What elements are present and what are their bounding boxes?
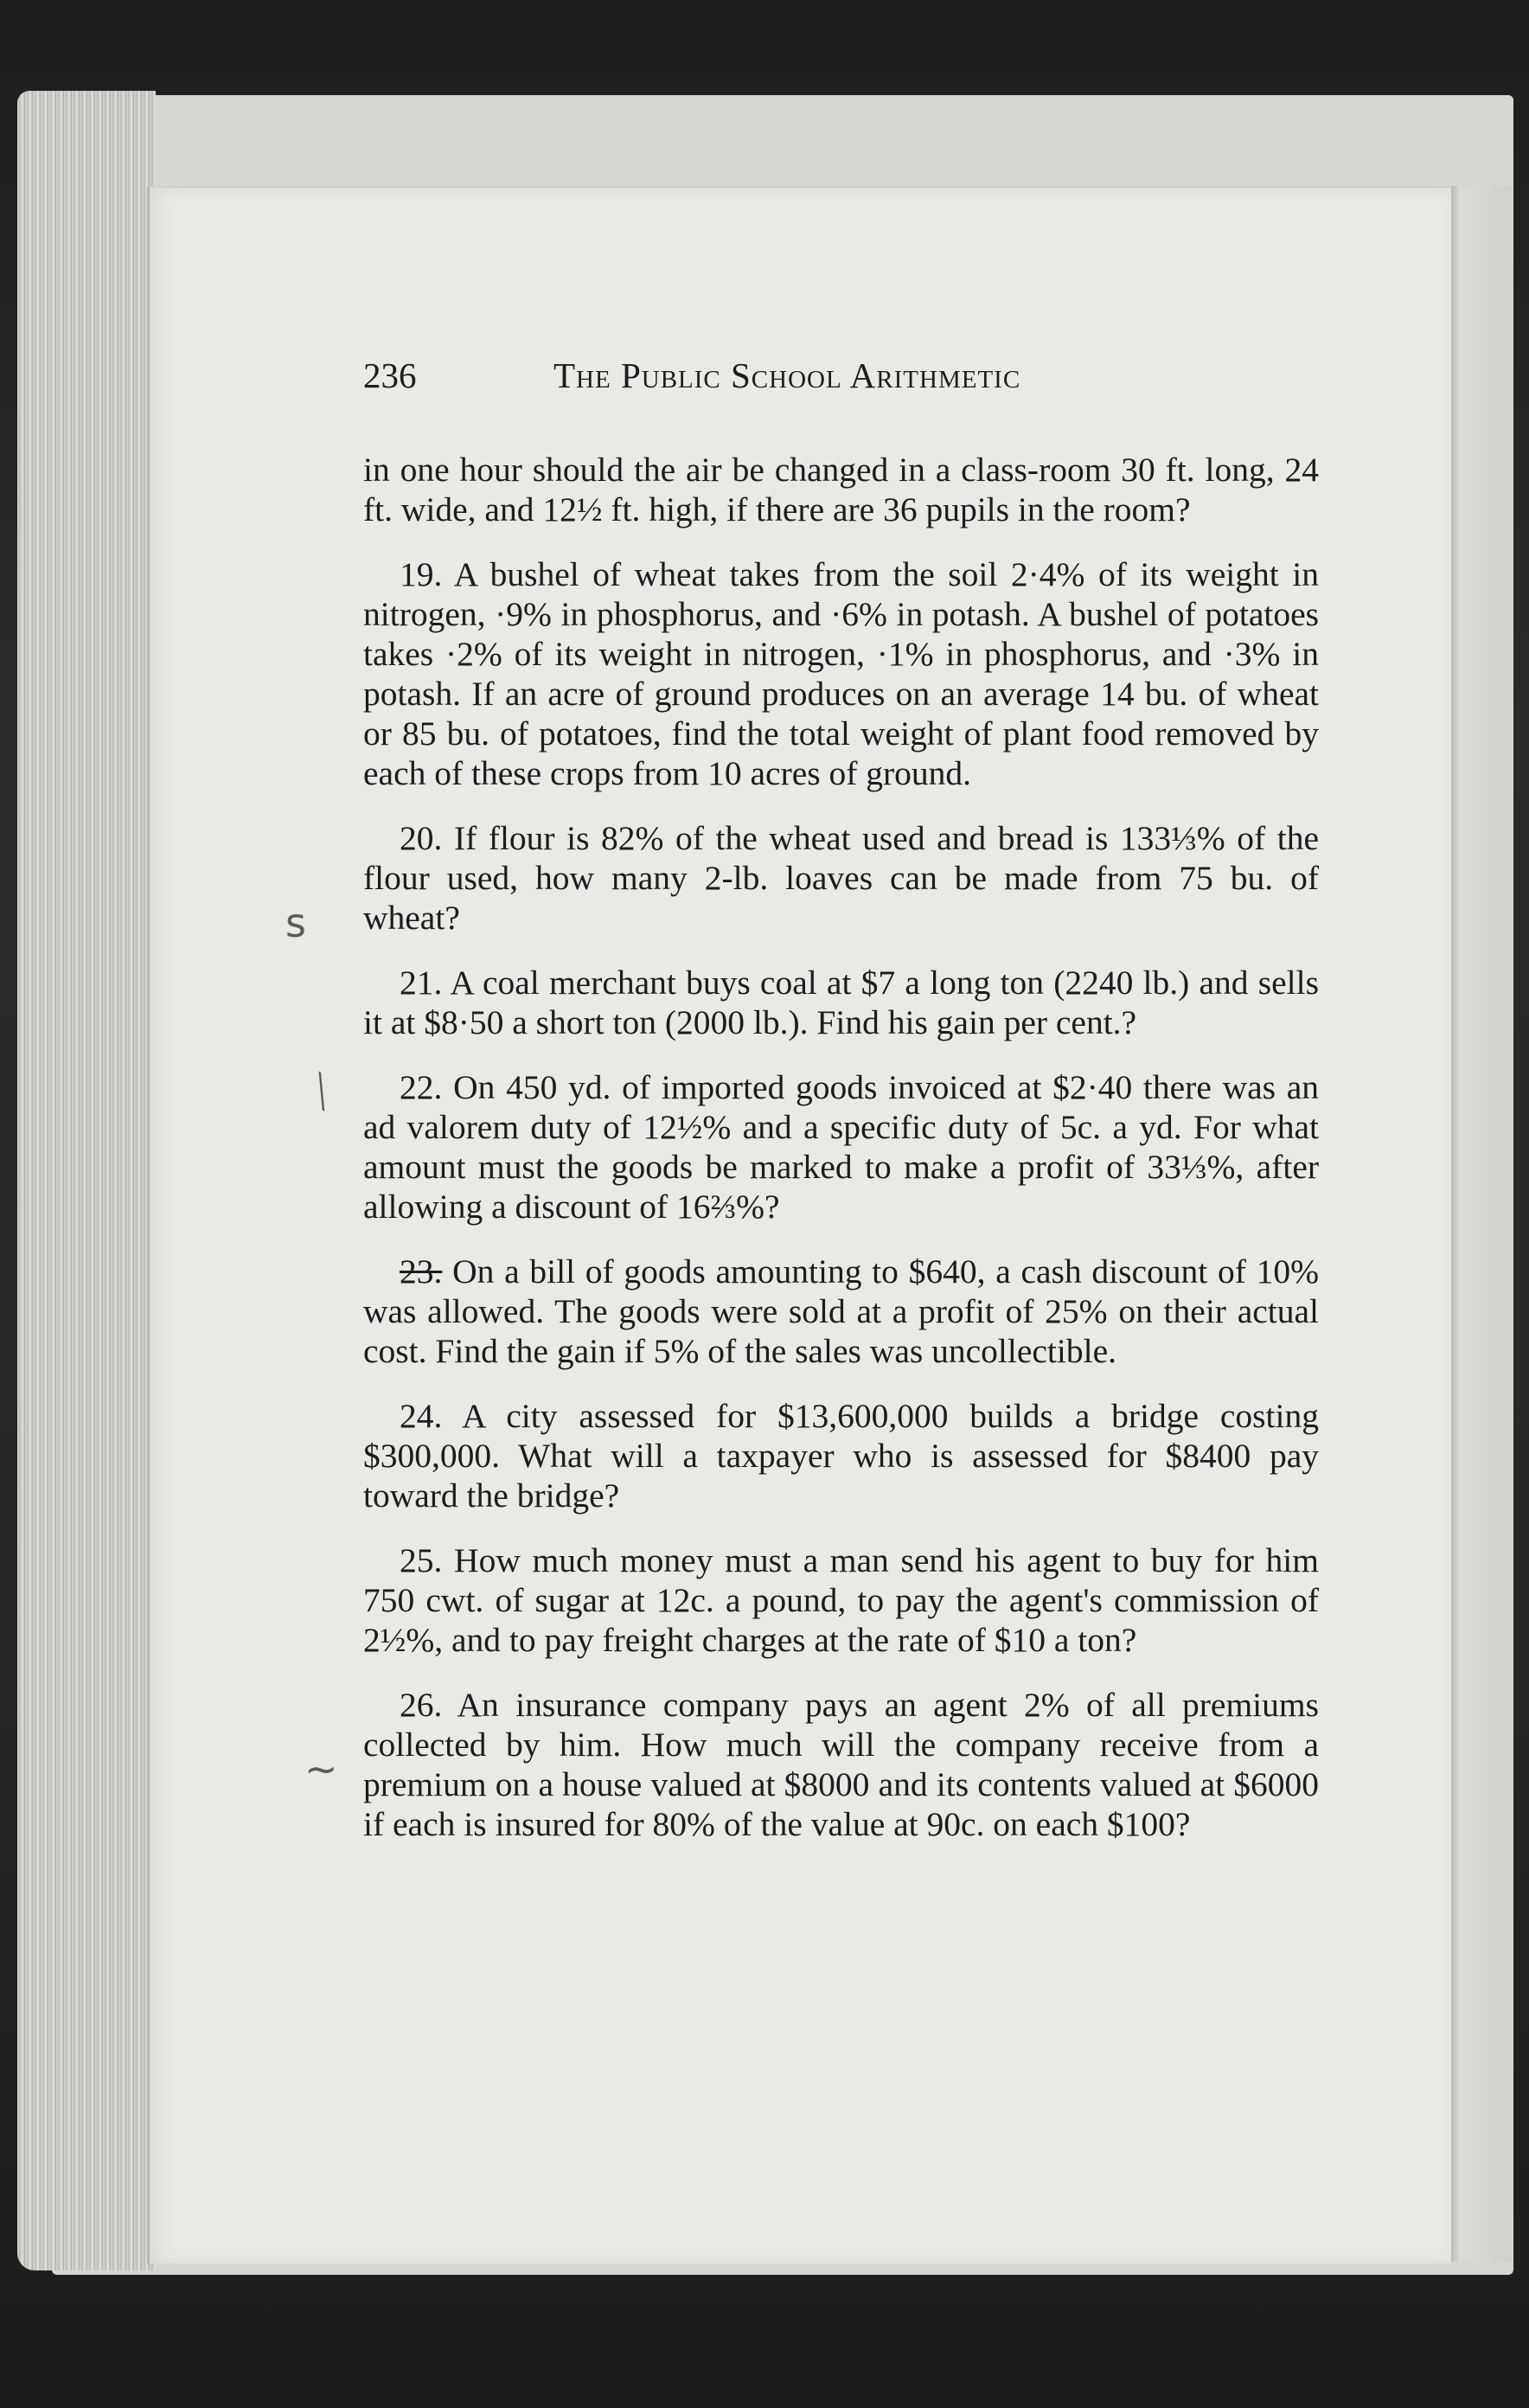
- problem-23: [363, 1252, 1319, 1371]
- problem-text-25: How much money must a man send his agent to buy for him 750 cwt. of sugar at 12c. a pound, to pay the agent's commission of 2½%, and to pay freight charges at the rate of $10 a ton?: [363, 1541, 1319, 1659]
- problem-number: 26.: [400, 1686, 443, 1724]
- paragraph-text: in one hour should the air be changed in a class-room 30 ft. long, 24 ft. wide, and 12½ ft. high, if there are 36 pupils in the room?: [363, 451, 1319, 528]
- page-number: 236: [363, 355, 417, 395]
- problem-25: [363, 1540, 1319, 1660]
- problem-number: 22.: [400, 1068, 443, 1106]
- problem-text-23: On a bill of goods amounting to $640, a cash discount of 10% was allowed. The goods were sold at a profit of 25% on their actual cost. Find the gain if 5% of the sales was uncollectible.: [363, 1252, 1319, 1370]
- facing-page-edge: [1451, 186, 1512, 2262]
- problem-text-19: A bushel of wheat takes from the soil 2·4% of its weight in nitrogen, ·9% in phosphorus, and ·6% in potash. A bushel of potatoes takes ·2% of its weight in nitrogen, ·1% in phosphorus, and ·3% in potash. If an acre of ground produces on an average 14 bu. of wheat or 85 bu. of potatoes, find the total weight of plant food removed by each of these crops from 10 acres of ground.: [363, 555, 1319, 792]
- problem-number: 23.: [400, 1252, 443, 1290]
- pencil-mark-25: ~: [304, 1745, 338, 1792]
- page-content: [216, 355, 1319, 1843]
- problem-number: 25.: [400, 1541, 443, 1579]
- running-head: [216, 355, 1319, 415]
- problem-20: [363, 818, 1319, 938]
- problem-text-26: An insurance company pays an agent 2% of all premiums collected by him. How much will the company receive from a premium on a house valued at $8000 and its contents valued at $6000 if each is insured for 80% of the value at 90c. on each $100?: [363, 1686, 1319, 1843]
- problem-24: [363, 1396, 1319, 1515]
- problem-22: [363, 1067, 1319, 1226]
- problem-number: 21.: [400, 964, 443, 1002]
- problem-text-21: A coal merchant buys coal at $7 a long ton (2240 lb.) and sells it at $8·50 a short ton (2000 lb.). Find his gain per cent.?: [363, 964, 1319, 1041]
- problem-19: [363, 554, 1319, 793]
- paragraph-continued: [363, 450, 1319, 529]
- running-title: The Public School Arithmetic: [553, 355, 1021, 395]
- page-stack-edge: [17, 91, 156, 2270]
- pencil-mark-20: ꜱ: [285, 900, 306, 946]
- problem-number: 19.: [400, 555, 443, 593]
- pencil-mark-21: ⟍: [296, 1064, 347, 1119]
- problem-21: [363, 963, 1319, 1042]
- problem-text-22: On 450 yd. of imported goods invoiced at $2·40 there was an ad valorem duty of 12½% and a specific duty of 5c. a yd. For what amount must the goods be marked to make a profit of 33⅓%, after allowing a discount of 16⅔%?: [363, 1068, 1319, 1226]
- problem-text-24: A city assessed for $13,600,000 builds a bridge costing $300,000. What will a taxpayer who is assessed for $8400 pay toward the bridge?: [363, 1397, 1319, 1515]
- problem-number: 24.: [400, 1397, 443, 1435]
- problem-text: [363, 450, 1319, 1869]
- problem-number: 20.: [400, 819, 443, 857]
- problem-26: [363, 1685, 1319, 1844]
- problem-text-20: If flour is 82% of the wheat used and bread is 133⅓% of the flour used, how many 2-lb. loaves can be made from 75 bu. of wheat?: [363, 819, 1319, 937]
